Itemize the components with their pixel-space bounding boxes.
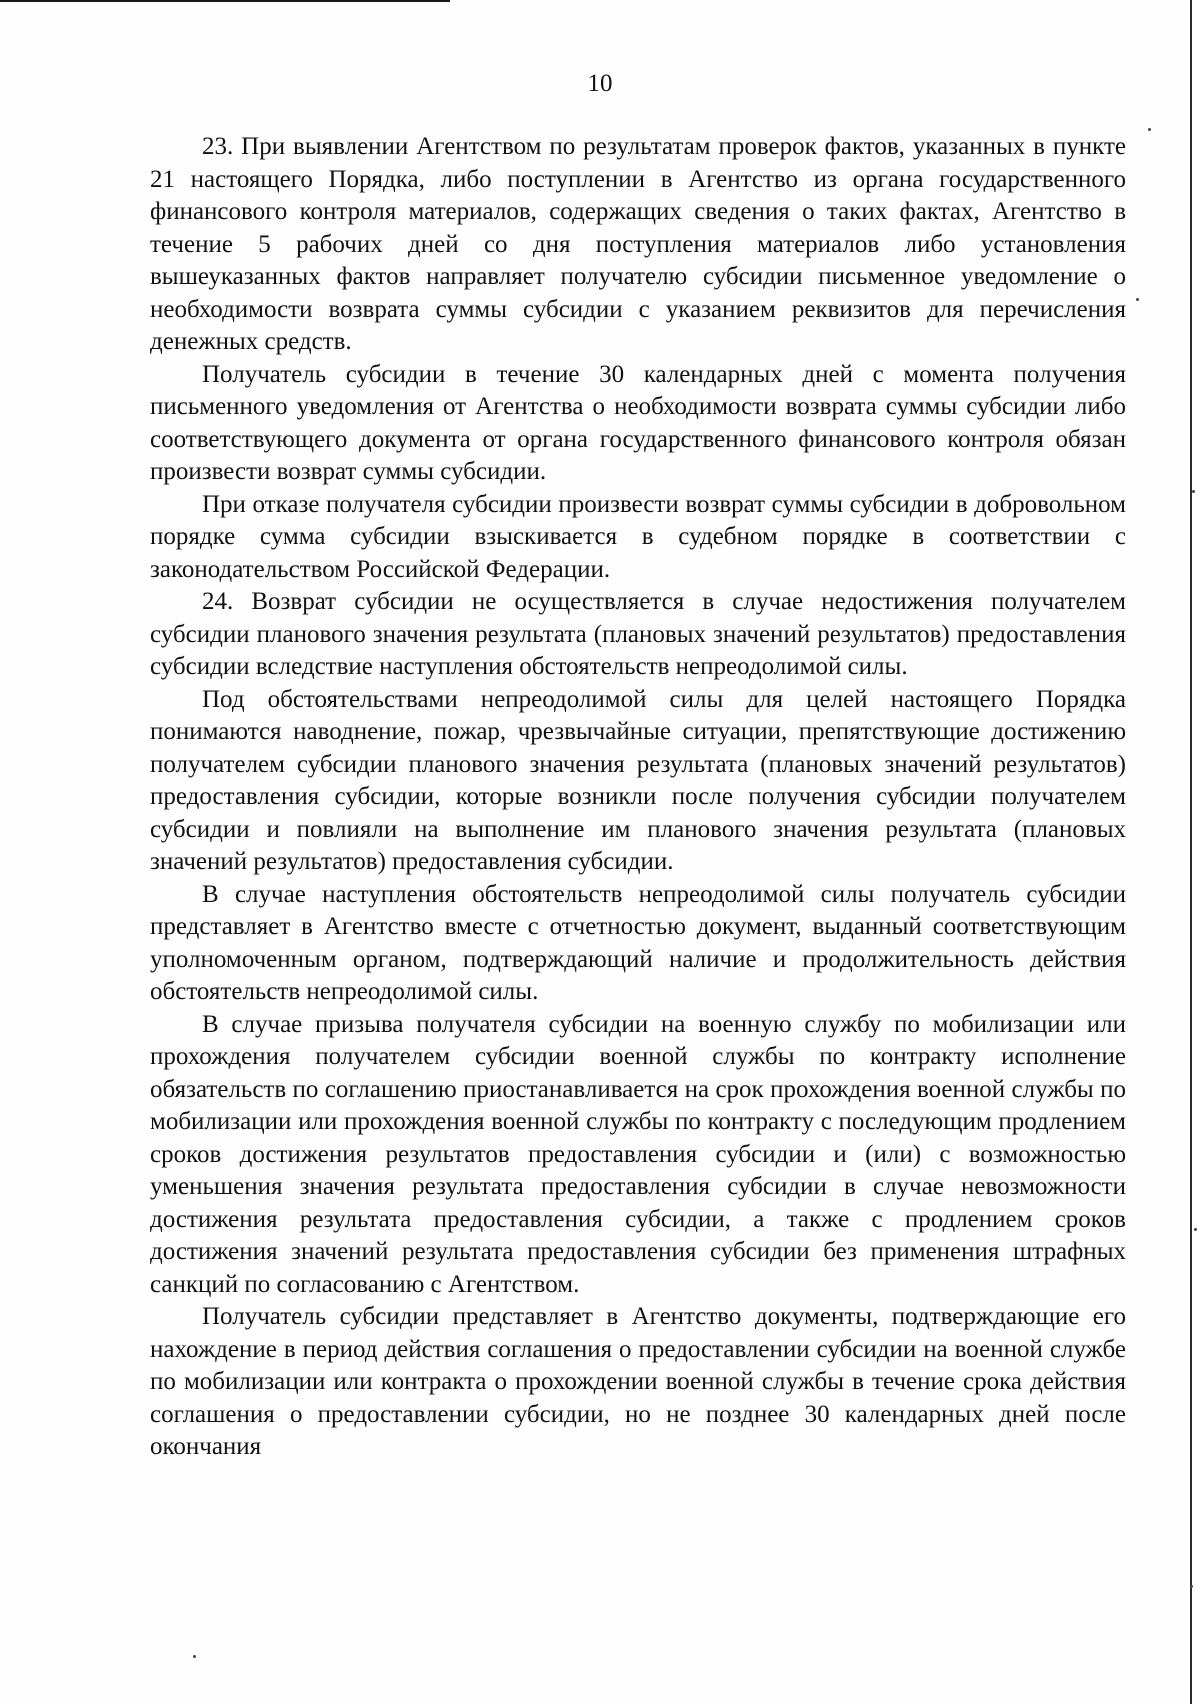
paragraph-refusal: При отказе получателя субсидии произвести возврат суммы субсидии в добровольном порядке сумма субсидии взыскивается в судебном порядке в соответствии с законодательством Российской Федерации. [150, 490, 1126, 583]
paragraph-24: 24. Возврат субсидии не осуществляется в случае недостижения получателем субсидии планового значения результата (плановых значений результатов) предоставления субсидии вследствие наступления обстоятельств непреодолимой силы. [150, 588, 1126, 680]
scan-speck [1148, 128, 1151, 131]
scan-speck [1194, 1228, 1197, 1231]
scan-speck [1136, 298, 1139, 301]
scan-edge-top [0, 0, 450, 2]
paragraph-military-documents: Получатель субсидии представляет в Агентство документы, подтверждающие его нахождение в период действия соглашения о предоставлении субсидии на военной службе по мобилизации или контракта о прохождении военной службы в течение срока действия соглашения о предоставлении субсидии, но не позднее 30 календарных дней после окончания [150, 1303, 1126, 1460]
scan-speck [1190, 1585, 1193, 1588]
document-body [150, 131, 1126, 1464]
paragraph-refund-deadline: Получатель субсидии в течение 30 календарных дней с момента получения письменного уведомления от Агентства о необходимости возврата суммы субсидии либо соответствующего документа от органа государственного финансового контроля обязан произвести возврат суммы субсидии. [150, 360, 1126, 485]
page-number: 10 [587, 70, 613, 97]
paragraph-military-service: В случае призыва получателя субсидии на военную службу по мобилизации или прохождения получателем субсидии военной службы по контракту исполнение обязательств по соглашению приостанавливается на срок прохождения военной службы по мобилизации или прохождения военной службы по контракту с последующим продлением сроков достижения результатов предоставления субсидии и (или) с возможностью уменьшения значения результата предоставления субсидии в случае невозможности достижения результата предоставления субсидии, а также с продлением сроков достижения значений результата предоставления субсидии без применения штрафных санкций по согласованию с Агентством. [150, 1010, 1126, 1298]
paragraph-force-majeure-documents: В случае наступления обстоятельств непреодолимой силы получатель субсидии представляет в Агентство вместе с отчетностью документ, выданный соответствующим уполномоченным органом, подтверждающий наличие и продолжительность действия обстоятельств непреодолимой силы. [150, 880, 1126, 1005]
scan-speck [1192, 490, 1195, 493]
paragraph-23: 23. При выявлении Агентством по результатам проверок фактов, указанных в пункте 21 настоящего Порядка, либо поступлении в Агентство из органа государственного финансового контроля материалов, содержащих сведения о таких фактах, Агентство в течение 5 рабочих дней со дня поступления материалов либо установления вышеуказанных фактов направляет получателю субсидии письменное уведомление о необходимости возврата суммы субсидии с указанием реквизитов для перечисления денежных средств. [150, 133, 1126, 355]
scan-edge-right [1190, 0, 1192, 1704]
scan-speck [193, 1655, 196, 1658]
paragraph-force-majeure-definition: Под обстоятельствами непреодолимой силы для целей настоящего Порядка понимаются наводнение, пожар, чрезвычайные ситуации, препятствующие достижению получателем субсидии планового значения результата (плановых значений результатов) предоставления субсидии, которые возникли после получения субсидии получателем субсидии и повлияли на выполнение им планового значения результата (плановых значений результатов) предоставления субсидии. [150, 685, 1126, 875]
